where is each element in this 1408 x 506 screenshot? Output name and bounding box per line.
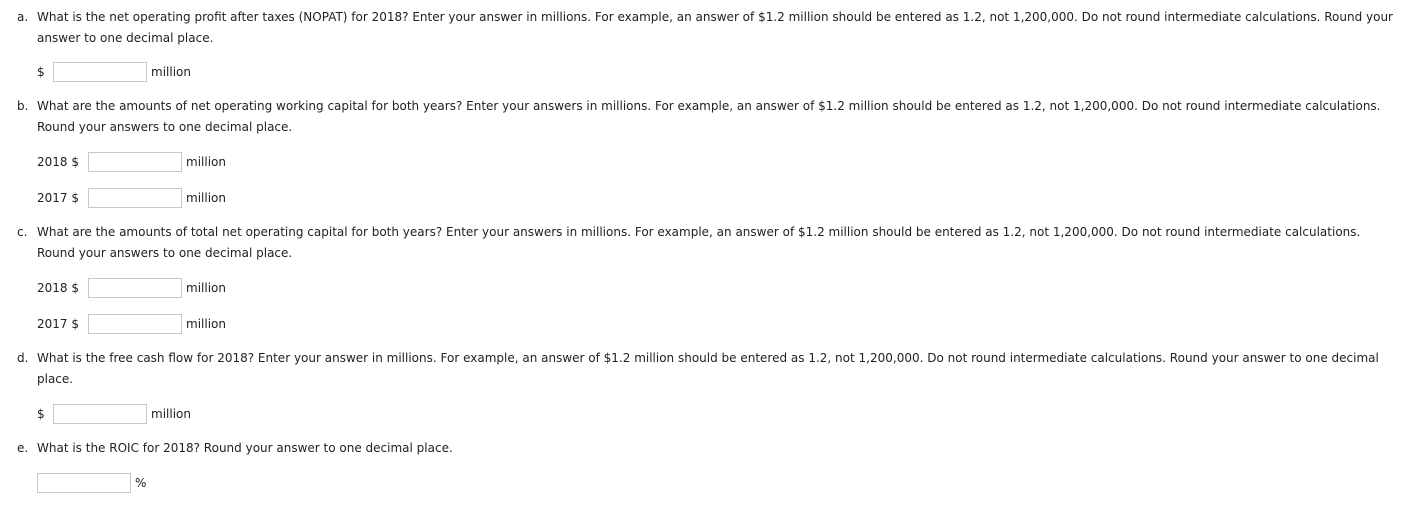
dollar-sign: $	[37, 407, 45, 421]
nowc-2018-input[interactable]	[88, 152, 182, 172]
question-c-text: What are the amounts of total net operating capital for both years? Enter your answers in millions. For example, an answer of $1.2 million should be entered as 1.2, not 1,200,000. Do not round intermediate calculations. Round your answers to one decimal place.	[37, 225, 1361, 260]
question-b-letter: b.	[17, 99, 29, 113]
question-d-text: What is the free cash flow for 2018? Enter your answer in millions. For example, an answer of $1.2 million should be entered as 1.2, not 1,200,000. Do not round intermediate calculations. Round your answer to one decimal place.	[37, 351, 1379, 386]
roic-2018-input[interactable]	[37, 473, 131, 493]
question-a-letter: a.	[17, 10, 29, 24]
unit-label: million	[186, 155, 226, 169]
question-b-text: What are the amounts of net operating working capital for both years? Enter your answers in millions. For example, an answer of $1.2 million should be entered as 1.2, not 1,200,000. Do not round intermediate calculations. Round your answers to one decimal place.	[37, 99, 1381, 134]
year-prefix-2017: 2017 $	[37, 317, 79, 331]
percent-unit-label: %	[135, 476, 147, 490]
question-e-letter: e.	[17, 441, 29, 455]
unit-label: million	[151, 407, 191, 421]
answer-a-nopat-row	[37, 62, 191, 82]
unit-label: million	[151, 65, 191, 79]
answer-b-2017-row	[37, 188, 226, 208]
answer-c-2017-row	[37, 314, 226, 334]
year-prefix-2018: 2018 $	[37, 155, 79, 169]
nowc-2017-input[interactable]	[88, 188, 182, 208]
question-e	[17, 438, 1402, 459]
answer-b-2018-row	[37, 152, 226, 172]
dollar-sign: $	[37, 65, 45, 79]
question-c	[17, 222, 1402, 264]
year-prefix-2018: 2018 $	[37, 281, 79, 295]
total-capital-2018-input[interactable]	[88, 278, 182, 298]
question-d-letter: d.	[17, 351, 29, 365]
question-b	[17, 96, 1402, 138]
question-a-text: What is the net operating profit after taxes (NOPAT) for 2018? Enter your answer in millions. For example, an answer of $1.2 million should be entered as 1.2, not 1,200,000. Do not round intermediate calculations. Round your answer to one decimal place.	[37, 10, 1393, 45]
question-a	[17, 7, 1402, 49]
unit-label: million	[186, 317, 226, 331]
question-e-text: What is the ROIC for 2018? Round your answer to one decimal place.	[37, 441, 453, 455]
answer-c-2018-row	[37, 278, 226, 298]
answer-e-roic-row	[37, 473, 146, 493]
question-c-letter: c.	[17, 225, 28, 239]
fcf-2018-input[interactable]	[53, 404, 147, 424]
unit-label: million	[186, 281, 226, 295]
year-prefix-2017: 2017 $	[37, 191, 79, 205]
answer-d-fcf-row	[37, 404, 191, 424]
unit-label: million	[186, 191, 226, 205]
total-capital-2017-input[interactable]	[88, 314, 182, 334]
nopat-2018-input[interactable]	[53, 62, 147, 82]
question-d	[17, 348, 1402, 390]
